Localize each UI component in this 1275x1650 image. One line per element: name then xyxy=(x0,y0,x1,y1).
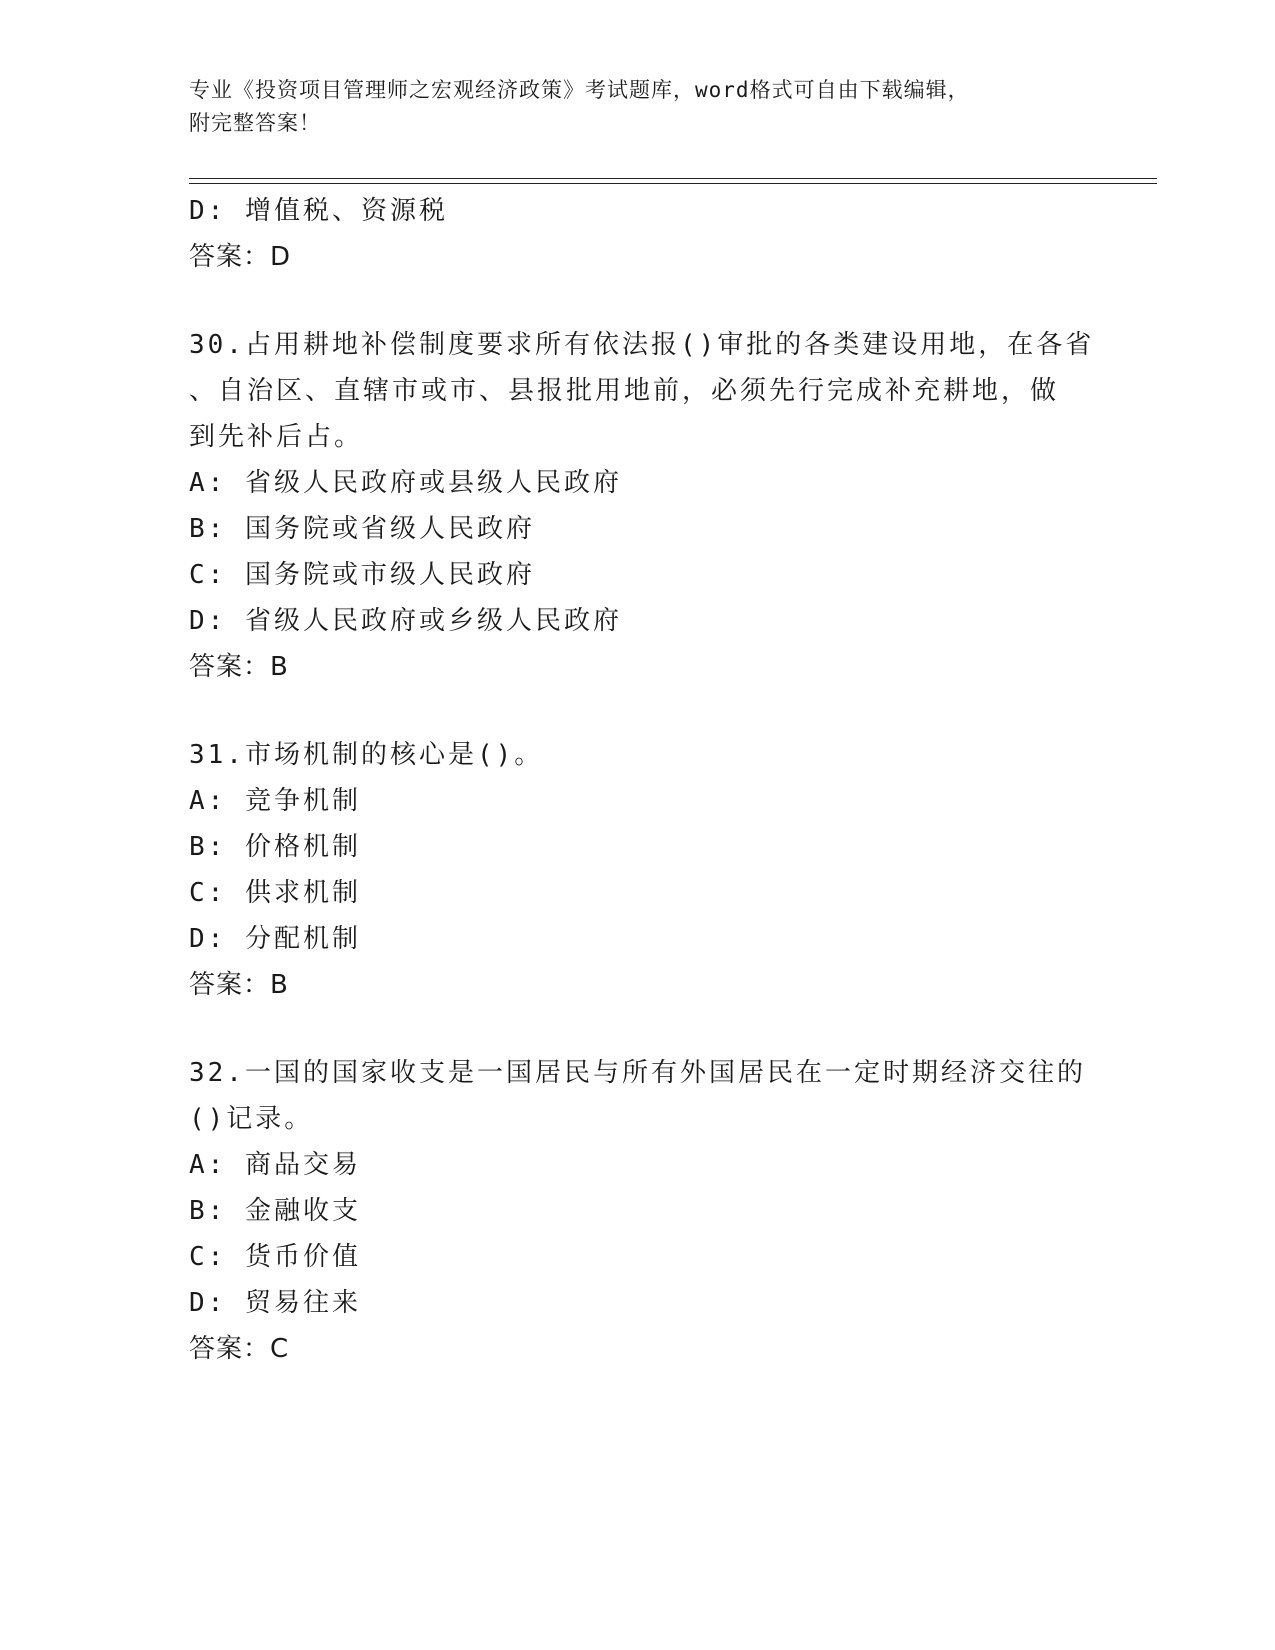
option-a: A: 竞争机制 xyxy=(189,786,361,816)
answer-line: 答案：D xyxy=(189,242,292,272)
question-stem-line: 到先补后占。 xyxy=(189,422,364,452)
option-a: A: 省级人民政府或县级人民政府 xyxy=(189,468,622,498)
option-c: C: 货币价值 xyxy=(189,1242,361,1272)
question-stem-line: 、自治区、直辖市或市、县报批用地前，必须先行完成补充耕地，做 xyxy=(189,376,1060,406)
answer-line: 答案：B xyxy=(189,970,289,1000)
option-b: B: 国务院或省级人民政府 xyxy=(189,514,535,544)
question-31 xyxy=(189,732,1089,1008)
option-d: D: 分配机制 xyxy=(189,924,361,954)
question-stem xyxy=(189,322,1095,460)
answer-line: 答案：B xyxy=(189,652,289,682)
document-header xyxy=(189,74,1089,140)
spacer xyxy=(189,280,1089,322)
spacer xyxy=(189,690,1089,732)
option-d: D: 省级人民政府或乡级人民政府 xyxy=(189,606,622,636)
option-b: B: 价格机制 xyxy=(189,832,361,862)
option-d: D: 增值税、资源税 xyxy=(189,196,448,226)
question-32 xyxy=(189,1050,1089,1372)
previous-question-tail xyxy=(189,188,1089,280)
question-stem xyxy=(189,1050,1089,1142)
question-stem-line: 30.占用耕地补偿制度要求所有依法报()审批的各类建设用地，在各省 xyxy=(189,330,1095,360)
header-divider-bottom xyxy=(189,183,1157,184)
option-c: C: 供求机制 xyxy=(189,878,361,908)
option-c: C: 国务院或市级人民政府 xyxy=(189,560,535,590)
answer-line: 答案：C xyxy=(189,1334,290,1364)
question-stem-line: 32.一国的国家收支是一国居民与所有外国居民在一定时期经济交往的 xyxy=(189,1058,1086,1088)
spacer xyxy=(189,1008,1089,1050)
question-stem-line: ()记录。 xyxy=(189,1104,314,1134)
option-a: A: 商品交易 xyxy=(189,1150,361,1180)
header-line-2: 附完整答案！ xyxy=(189,111,321,135)
question-content xyxy=(189,188,1095,1372)
question-stem xyxy=(189,732,1089,778)
option-b: B: 金融收支 xyxy=(189,1196,361,1226)
header-divider-top xyxy=(189,178,1157,179)
option-d: D: 贸易往来 xyxy=(189,1288,361,1318)
question-stem-line: 31.市场机制的核心是()。 xyxy=(189,740,544,770)
header-line-1: 专业《投资项目管理师之宏观经济政策》考试题库，word格式可自由下载编辑， xyxy=(189,78,970,102)
question-30 xyxy=(189,322,1095,690)
